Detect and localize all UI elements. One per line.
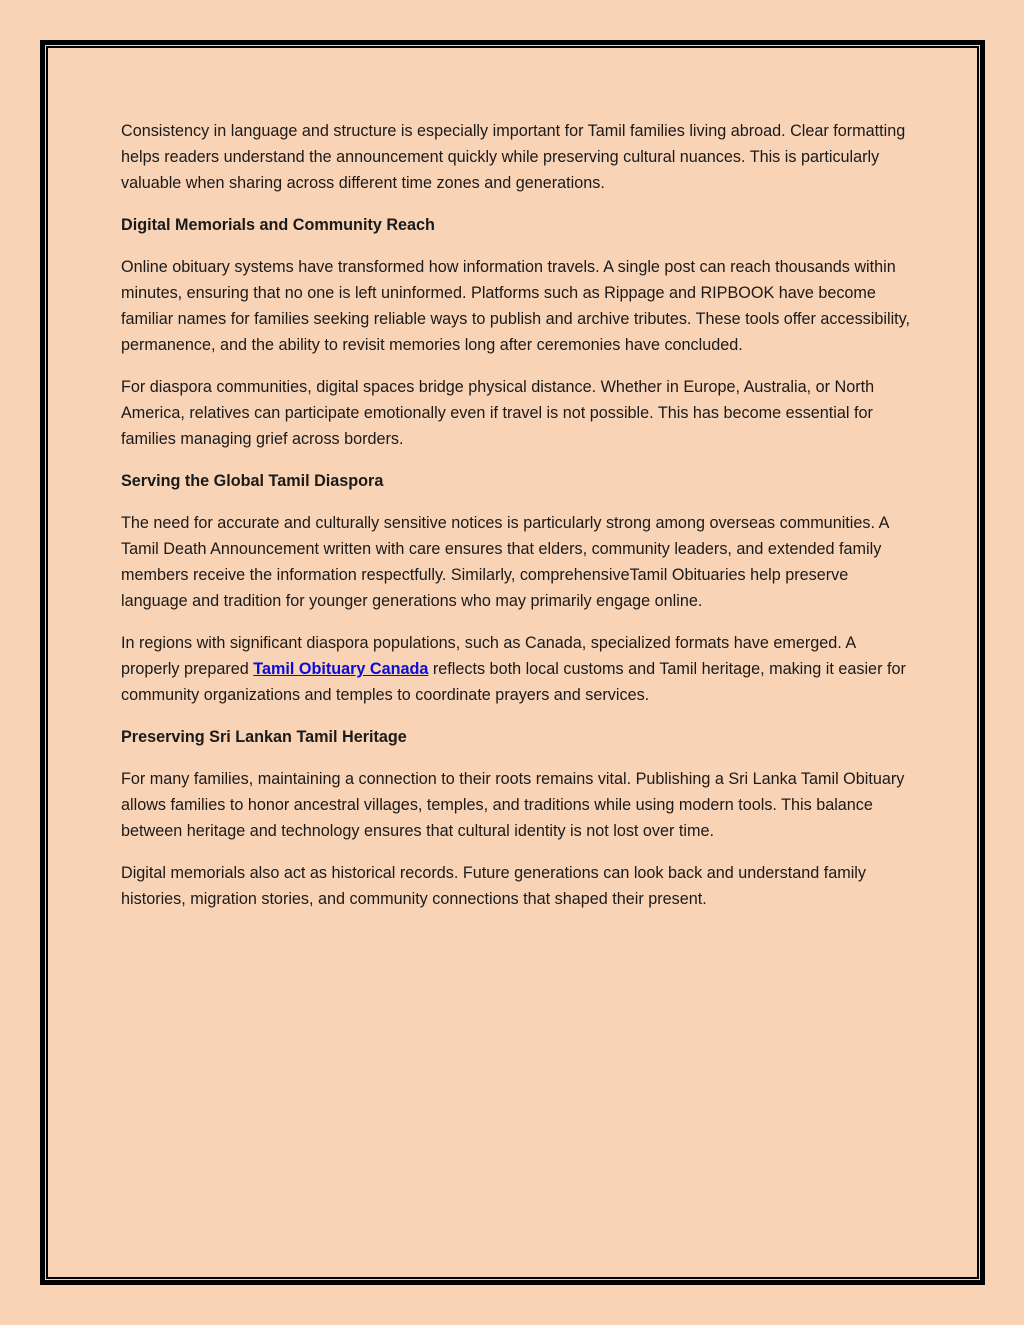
paragraph-online-obituary: Online obituary systems have transformed how information travels. A single post can reach thousands within minutes, ensuring that no one is left uninformed. Platforms such as Rippage and RIPBOOK have become familiar names for families seeking reliable ways to publish and archive tributes. These tools offer accessibility, permanence, and the ability to revisit memories long after ceremonies have concluded.: [121, 258, 911, 354]
heading-digital-memorials: Digital Memorials and Community Reach: [121, 216, 435, 234]
document-body: [121, 118, 911, 928]
paragraph-consistency: Consistency in language and structure is especially important for Tamil families living abroad. Clear formatting helps readers understand the announcement quickly while preserving cultural nuances. This is particularly valuable when sharing across different time zones and generations.: [121, 122, 906, 192]
heading-serving-diaspora: Serving the Global Tamil Diaspora: [121, 472, 384, 490]
tamil-obituary-canada-link[interactable]: Tamil Obituary Canada: [253, 660, 429, 678]
paragraph-canada-regions: [121, 630, 911, 708]
paragraph-accurate-notices: The need for accurate and culturally sensitive notices is particularly strong among overseas communities. A Tamil Death Announcement written with care ensures that elders, community leaders, and extended family members receive the information respectfully. Similarly, comprehensiveTamil Obituaries help preserve language and tradition for younger generations who may primarily engage online.: [121, 514, 889, 610]
paragraph-roots-connection: For many families, maintaining a connection to their roots remains vital. Publishing a Sri Lanka Tamil Obituary allows families to honor ancestral villages, temples, and traditions while using modern tools. This balance between heritage and technology ensures that cultural identity is not lost over time.: [121, 770, 905, 840]
paragraph-historical-records: Digital memorials also act as historical records. Future generations can look back and understand family histories, migration stories, and community connections that shaped their present.: [121, 864, 866, 908]
paragraph-canada-text-before: In regions with significant diaspora populations, such as Canada, specialized formats have emerged. A properly prepared: [121, 634, 856, 678]
paragraph-diaspora-communities: For diaspora communities, digital spaces bridge physical distance. Whether in Europe, Australia, or North America, relatives can participate emotionally even if travel is not possible. This has become essential for families managing grief across borders.: [121, 378, 875, 448]
paragraph-canada-text-after: reflects both local customs and Tamil heritage, making it easier for community organizations and temples to coordinate prayers and services.: [121, 660, 906, 704]
heading-preserving-heritage: Preserving Sri Lankan Tamil Heritage: [121, 728, 407, 746]
